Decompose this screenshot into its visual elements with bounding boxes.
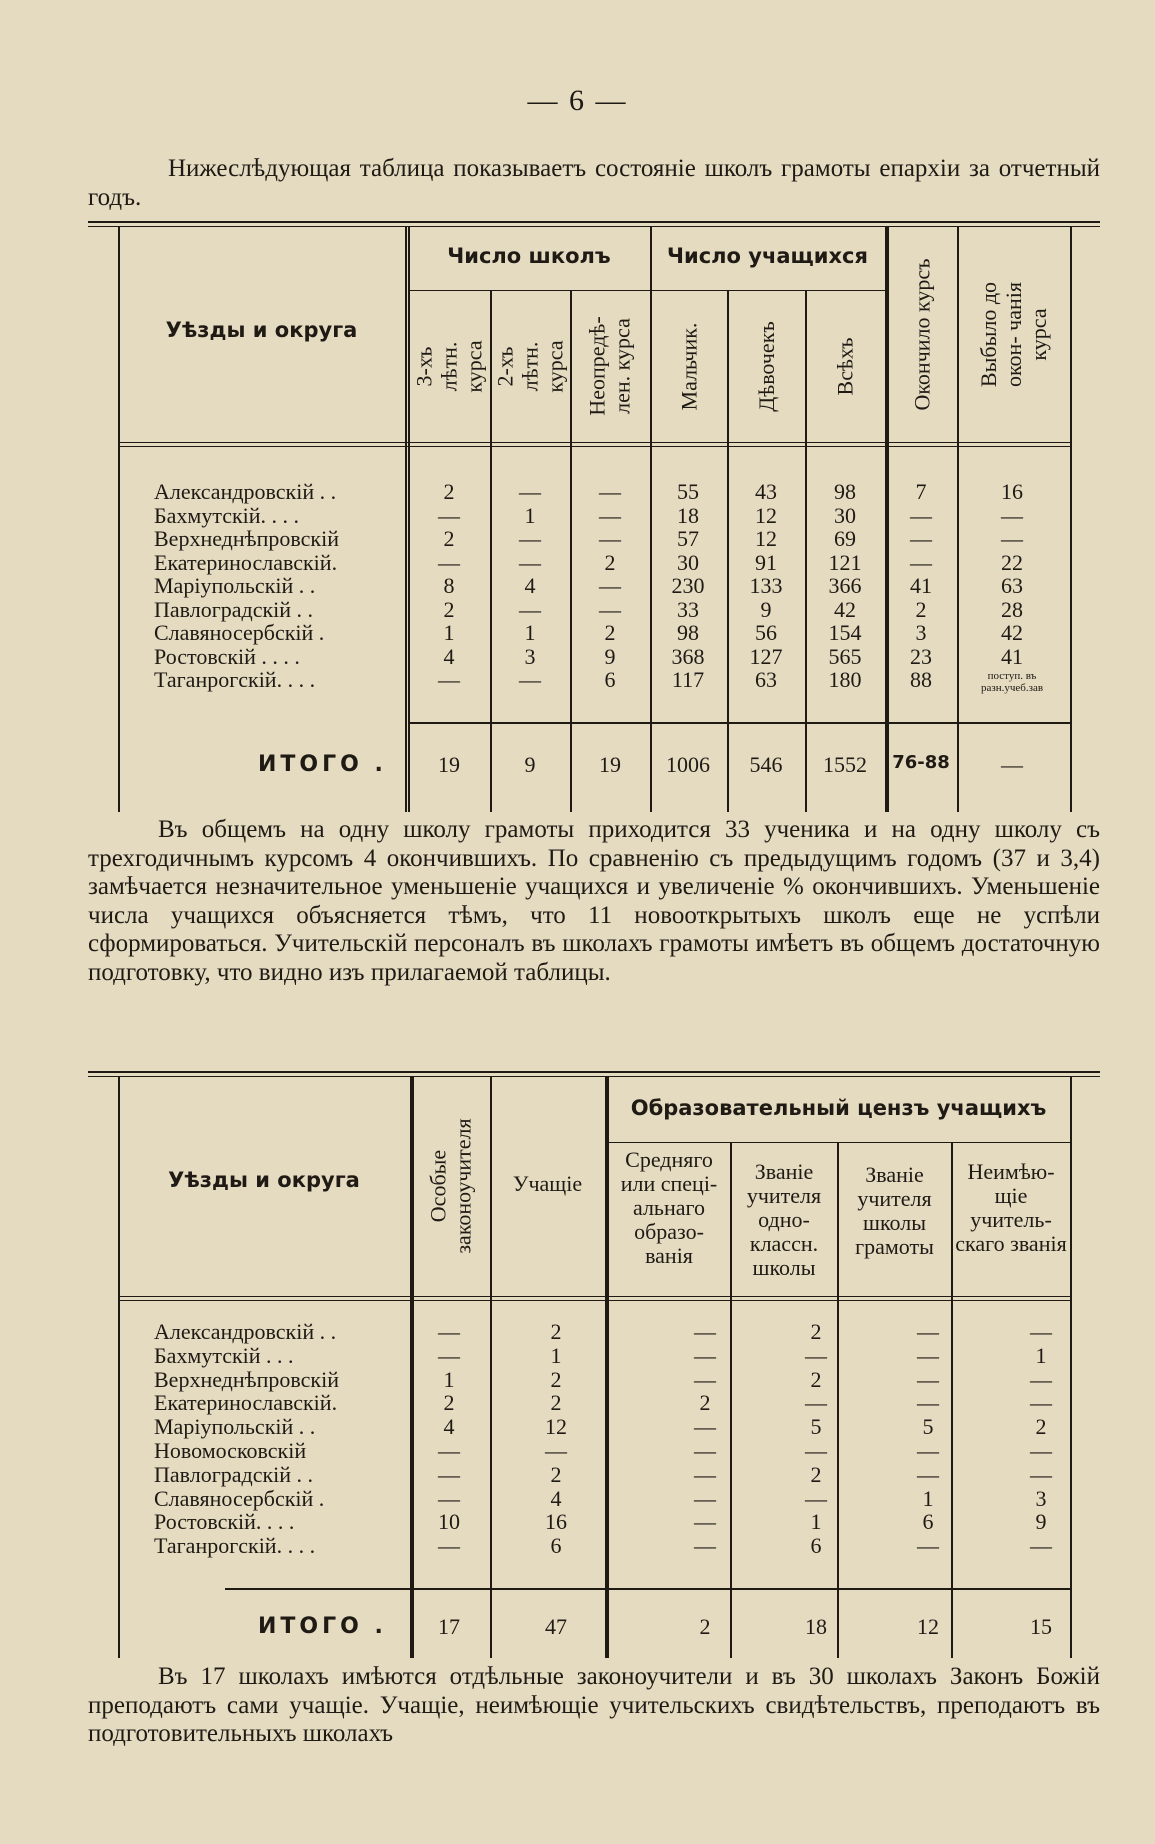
table-cell: 22 [1001,549,1023,575]
table-cell: 2 [550,1390,562,1416]
total-cell: — [1001,752,1023,777]
col-none-header: Неимѣю- щіе учитель- скаго званія [955,1159,1067,1256]
total-cell: 47 [545,1614,567,1639]
table-cell: 30 [677,549,699,575]
table-cell: 2 [915,596,927,622]
table-cell: — [1030,1438,1052,1463]
table-cell: 121 [828,549,862,575]
table-cell: 56 [755,620,777,645]
col-finished-header: Окончило курсъ [909,257,935,411]
table-cell: 230 [671,573,705,598]
total-cell: 15 [1030,1614,1052,1639]
district-name: Павлоградскій . . [154,596,314,622]
district-name: Новомосковскій [154,1438,307,1463]
table-cell: 42 [1001,620,1023,645]
table-cell: — [519,596,541,622]
table-cell: 69 [834,526,856,551]
table-cell: — [438,667,460,692]
table-cell: — [694,1366,716,1392]
table-cell: 9 [760,596,772,622]
table-cell: — [694,1461,716,1487]
table-cell: 55 [677,479,699,504]
col-total-header: Всѣхъ [832,337,858,395]
table-cell: — [805,1485,827,1511]
table-cell: 12 [545,1414,567,1440]
col-dropped-header: Выбыло до окон- чанія курса [976,281,1051,387]
table-cell: — [694,1509,716,1535]
total-label: ИТОГО . [258,752,387,777]
total-cell: 76-88 [892,752,950,773]
table-cell: — [599,502,621,528]
table-cell: 63 [1001,573,1023,598]
table-cell: 43 [755,479,777,504]
table-cell: 98 [834,479,856,504]
table-cell: — [694,1342,716,1368]
table-cell: — [1030,1366,1052,1392]
table-cell: — [438,1485,460,1511]
district-name: Славяносербскій . [154,1485,325,1511]
table-cell: — [1001,502,1023,528]
table-cell: 3 [524,643,536,669]
table-cell: 180 [828,667,862,692]
table-cell: 2 [550,1461,562,1487]
table-cell: 2 [443,596,455,622]
table-cell: 6 [922,1509,934,1535]
col-literacy-header: Званіе учителя школы грамоты [855,1162,934,1259]
table-cell: 6 [604,667,616,692]
table-cell: 2 [1035,1414,1047,1440]
table-cell: 2 [604,549,616,575]
table-cell: — [805,1438,827,1463]
table-cell: 4 [443,643,455,669]
table-cell: — [599,526,621,551]
total-cell: 9 [524,752,536,777]
table-cell: 18 [677,502,699,528]
district-name: Екатеринославскій. [154,1390,338,1416]
total-cell: 17 [438,1614,460,1639]
total-cell: 19 [599,752,621,777]
table-cell: 98 [677,620,699,645]
table-cell: — [917,1461,939,1487]
table-cell: 10 [438,1509,460,1535]
col-undef-header: Неопредѣ- лен. курса [585,316,635,416]
table-cell: 4 [443,1414,455,1440]
table2-district-header: Уѣзды и округа [168,1168,360,1192]
table-cell: 1 [524,502,536,528]
col-boys-header: Мальчик. [676,322,702,410]
table-cell: — [694,1438,716,1463]
closing-paragraph: Въ 17 школахъ имѣются отдѣльные законоучители и въ 30 школахъ Законъ Божій преподаютъ сами учащіе. Учащіе, неимѣющіе учительскихъ свидѣтельствъ, преподаютъ въ подготовительныхъ школахъ [88,1663,1100,1747]
table1-district-header: Уѣзды и округа [165,318,358,342]
district-name: Ростовскій . . . . [154,643,300,669]
table-cell: — [910,502,932,528]
table-cell: 2 [443,1390,455,1416]
table-cell: 41 [1001,643,1023,669]
table-cell: 2 [443,479,455,504]
total-cell: 18 [805,1614,827,1639]
table-cell: 5 [922,1414,934,1440]
table-cell: — [694,1319,716,1344]
district-name: Екатеринославскій. [154,549,338,575]
table-cell: — [910,526,932,551]
district-name: Таганрогскій. . . . [154,1533,316,1559]
table-cell: — [805,1342,827,1368]
middle-paragraph: Въ общемъ на одну школу грамоты приходится 33 ученика и на одну школу съ трехгодичнымъ курсомъ 4 окончившихъ. По сравненію съ предыдущимъ годомъ (37 и 3,4) замѣчается незначительное уменьшеніе учащихся и увеличеніе % окончившихъ. Уменьшеніе числа учащихся объясняется тѣмъ, что 11 новооткрытыхъ школъ еще не успѣли сформироваться. Учительскій персоналъ въ школахъ грамоты имѣетъ въ общемъ достаточную подготовку, что видно изъ прилагаемой таблицы. [88,816,1100,986]
table-cell: — [917,1366,939,1392]
table-cell: 1 [524,620,536,645]
table-cell: — [694,1485,716,1511]
table-cell: 16 [545,1509,567,1535]
table1-group-schools: Число школъ [447,244,611,268]
table-cell: — [917,1319,939,1344]
total-label: ИТОГО . [258,1614,387,1639]
total-cell: 2 [699,1614,711,1639]
table-cell: — [438,502,460,528]
table-cell: — [917,1533,939,1559]
table-cell: 2 [604,620,616,645]
table-cell: 63 [755,667,777,692]
table-cell: — [438,1533,460,1559]
district-name: Павлоградскій . . [154,1461,314,1487]
table-cell: — [910,549,932,575]
table-cell: 2 [443,526,455,551]
table-cell: 368 [671,643,705,669]
table2-group-edu: Образовательный цензъ учащихъ [630,1096,1047,1120]
table-cell: 154 [828,620,862,645]
district-name: Александровскій . . [154,1319,337,1344]
table1-group-pupils: Число учащихся [667,244,868,268]
table-cell: 3 [915,620,927,645]
table-cell: 9 [1035,1509,1047,1535]
district-name: Маріупольскій . . [154,1414,316,1440]
table-cell: 1 [922,1485,934,1511]
table-cell: — [694,1414,716,1440]
table-cell: 4 [524,573,536,598]
table-cell: 1 [1035,1342,1047,1368]
district-name: Бахмутскій. . . . [154,502,300,528]
table-cell: 28 [1001,596,1023,622]
table-cell: 6 [550,1533,562,1559]
col-law-header: Особые законоучителя [426,1118,477,1254]
col-3y-header: 3-хъ лѣтн. курса [411,339,487,393]
total-cell: 12 [917,1614,939,1639]
table-cell: 30 [834,502,856,528]
table-cell: — [1030,1390,1052,1416]
district-name: Верхнеднѣпровскій [154,526,339,551]
table-cell: 57 [677,526,699,551]
table-cell: 12 [755,502,777,528]
table-cell: 2 [810,1366,822,1392]
table-cell: — [694,1533,716,1559]
table-cell: — [519,526,541,551]
table-cell: — [599,573,621,598]
table-cell: — [1030,1533,1052,1559]
table-cell: — [917,1342,939,1368]
table-cell: — [438,549,460,575]
table-cell: 16 [1001,479,1023,504]
table-cell: — [438,1342,460,1368]
district-name: Бахмутскій . . . [154,1342,294,1368]
district-name: Славяносербскій . [154,620,325,645]
table-cell: 127 [749,643,783,669]
table-cell: 5 [810,1414,822,1440]
table-cell: 1 [443,620,455,645]
intro-paragraph: Нижеслѣдующая таблица показываетъ состояніе школъ грамоты епархіи за отчетный годъ. [88,155,1100,211]
table-cell: — [519,667,541,692]
table-cell: 3 [1035,1485,1047,1511]
col-oneclass-header: Званіе учителя одно- классн. школы [746,1159,822,1280]
table-cell: — [599,479,621,504]
table-cell: 1 [810,1509,822,1535]
page-number: — 6 — [527,84,628,117]
table-cell: 9 [604,643,616,669]
table-cell: — [545,1438,567,1463]
table-cell: 2 [550,1319,562,1344]
table-cell: 133 [749,573,783,598]
table-cell: — [1001,526,1023,551]
table-cell: — [519,479,541,504]
table-cell: 4 [550,1485,562,1511]
table-cell: 33 [677,596,699,622]
table-cell: — [1030,1461,1052,1487]
total-cell: 546 [749,752,783,777]
table-cell: 88 [910,667,932,692]
table-cell: 91 [755,549,777,575]
table-cell: 42 [834,596,856,622]
table-cell: поступ. въ разн.учеб.зав [980,670,1044,694]
table-cell: 366 [828,573,862,598]
table-cell: — [519,549,541,575]
total-cell: 1006 [666,752,710,777]
table-cell: 6 [810,1533,822,1559]
district-name: Маріупольскій . . [154,573,316,598]
table-cell: — [917,1390,939,1416]
district-name: Таганрогскій. . . . [154,667,316,692]
table-cell: 23 [910,643,932,669]
table-cell: — [438,1319,460,1344]
table-cell: 7 [915,479,927,504]
table-cell: — [438,1461,460,1487]
table-cell: — [917,1438,939,1463]
total-cell: 19 [438,752,460,777]
table-cell: 2 [699,1390,711,1416]
col-teachers-header: Учащіе [512,1171,583,1196]
table-cell: 12 [755,526,777,551]
table-cell: 2 [810,1461,822,1487]
table-cell: 41 [910,573,932,598]
table-cell: 117 [671,667,705,692]
table-cell: 1 [550,1342,562,1368]
table-cell: — [805,1390,827,1416]
district-name: Ростовскій. . . . [154,1509,295,1535]
district-name: Верхнеднѣпровскій [154,1366,339,1392]
col-2y-header: 2-хъ лѣтн. курса [492,339,568,393]
table-cell: 2 [550,1366,562,1392]
col-secondary-header: Средняго или спеці- альнаго образо- ванія [620,1147,718,1268]
table-cell: — [599,596,621,622]
district-name: Александровскій . . [154,479,337,504]
total-cell: 1552 [823,752,867,777]
table-cell: 8 [443,573,455,598]
table-cell: 2 [810,1319,822,1344]
table-cell: 1 [443,1366,455,1392]
table-cell: — [1030,1319,1052,1344]
col-girls-header: Дѣвочекъ [753,320,779,412]
table-cell: — [438,1438,460,1463]
table-cell: 565 [828,643,862,669]
